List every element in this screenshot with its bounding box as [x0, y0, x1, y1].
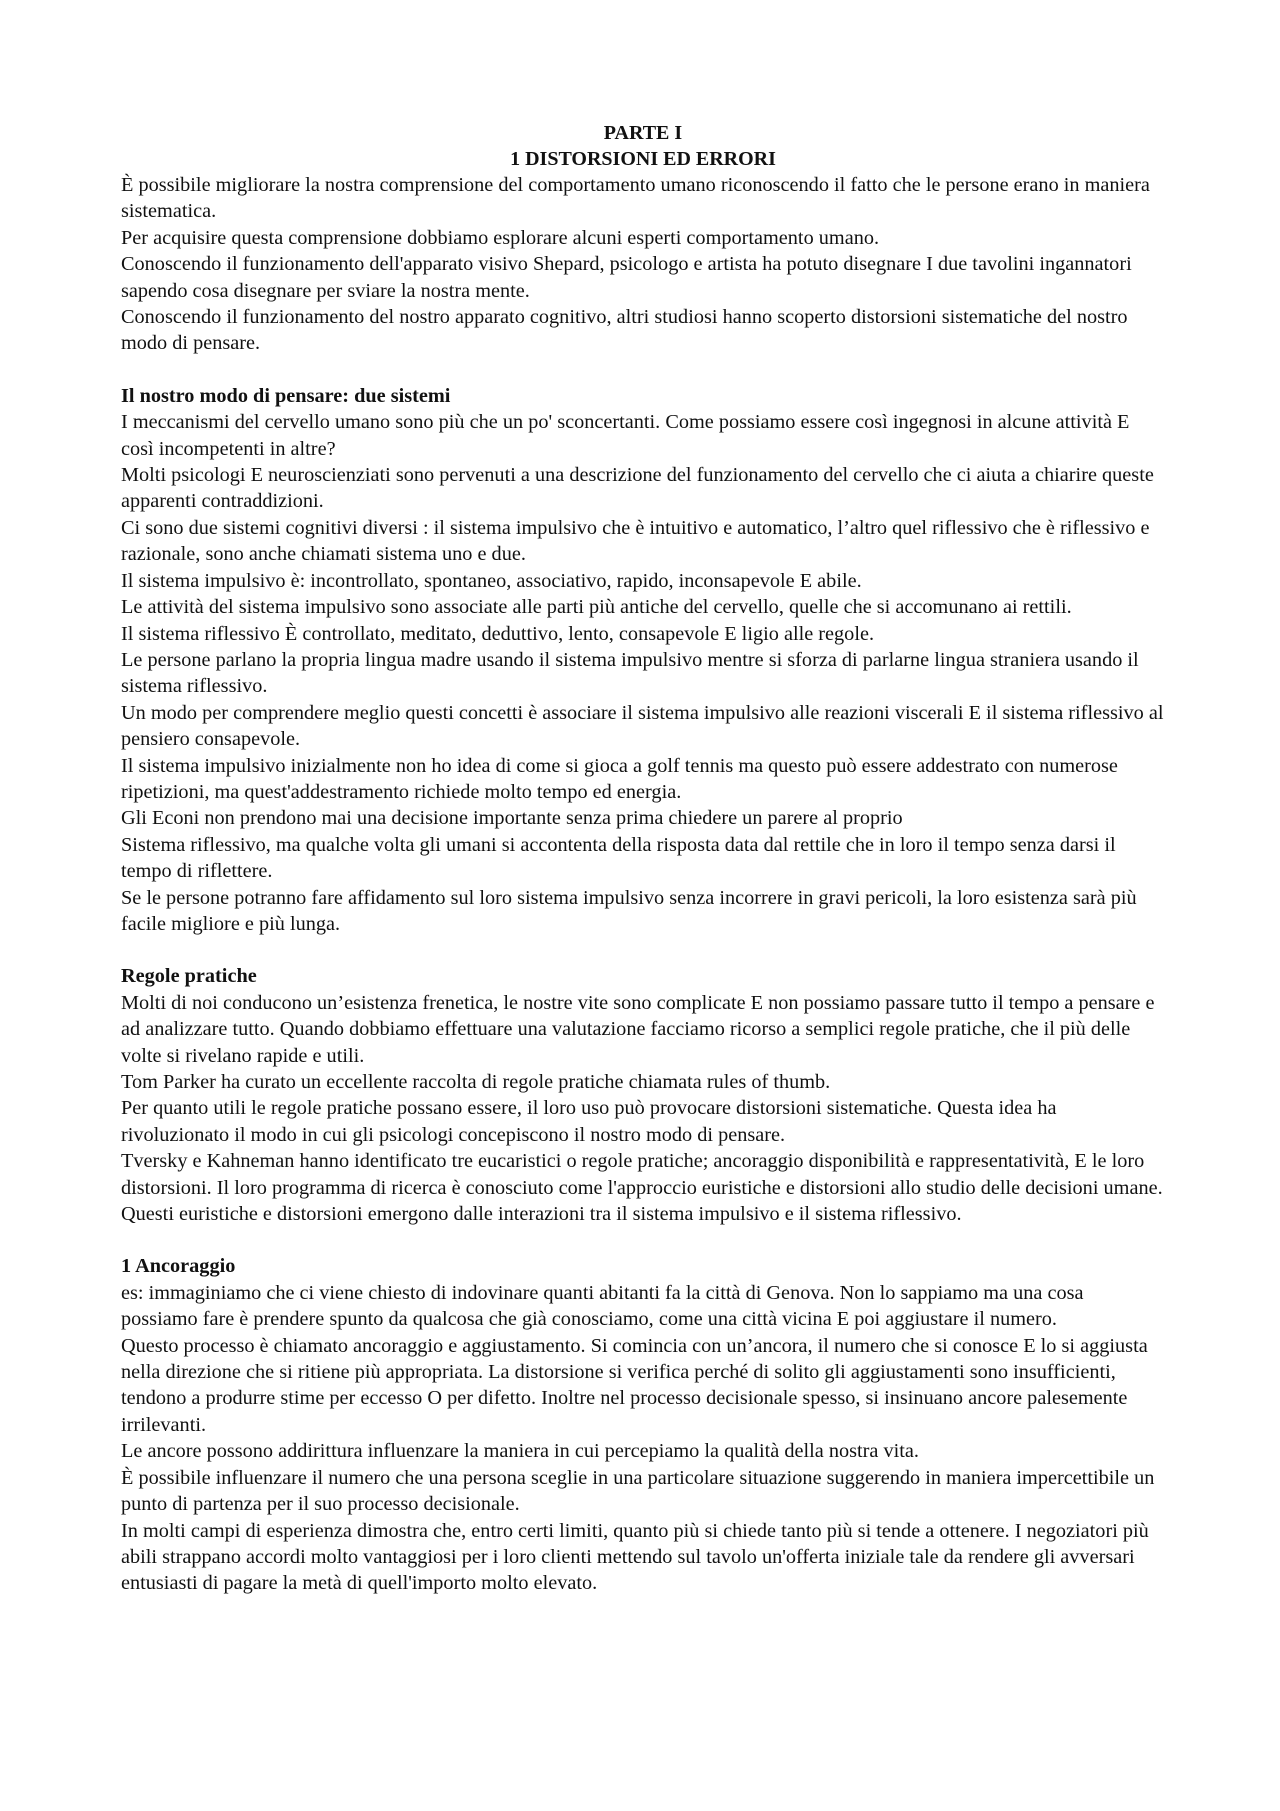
- paragraph: Sistema riflessivo, ma qualche volta gli umani si accontenta della risposta data dal rettile che in loro il tempo senza darsi il tempo di riflettere.: [121, 833, 1116, 883]
- section-title: 1 Ancoraggio: [121, 1255, 236, 1278]
- heading-block: [121, 120, 1165, 172]
- section-title: Il nostro modo di pensare: due sistemi: [121, 384, 451, 407]
- paragraph: Gli Econi non prendono mai una decisione importante senza prima chiedere un parere al proprio: [121, 807, 903, 830]
- paragraph: Tom Parker ha curato un eccellente raccolta di regole pratiche chiamata rules of thumb.: [121, 1071, 831, 1093]
- paragraph: Conoscendo il funzionamento dell'apparato visivo Shepard, psicologo e artista ha potuto disegnare I due tavolini ingannatori sapendo cosa disegnare per sviare la nostra mente.: [121, 253, 1132, 302]
- paragraph: Il sistema impulsivo inizialmente non ho idea di come si gioca a golf tennis ma questo può essere addestrato con numerose ripetizioni, ma quest'addestramento richiede molto tempo ed energia.: [121, 754, 1118, 803]
- paragraph: es: immaginiamo che ci viene chiesto di indovinare quanti abitanti fa la città di Genova. Non lo sappiamo ma una cosa possiamo fare è prendere spunto da qualcosa che già conosciamo, come una città vicina E poi aggiustare il numero.: [121, 1281, 1084, 1331]
- paragraph: Per quanto utili le regole pratiche possano essere, il loro uso può provocare distorsioni sistematiche. Questa idea ha rivoluzionato il modo in cui gli psicologi concepiscono il nostro modo di pensare.: [121, 1097, 1057, 1146]
- paragraph: Le persone parlano la propria lingua madre usando il sistema impulsivo mentre si sforza di parlarne lingua straniera usando il sistema riflessivo.: [121, 648, 1139, 698]
- paragraph: Conoscendo il funzionamento del nostro apparato cognitivo, altri studiosi hanno scoperto distorsioni sistematiche del nostro modo di pensare.: [121, 306, 1128, 355]
- section-ancoraggio: [121, 1253, 1165, 1596]
- section-due-sistemi: [121, 383, 1165, 938]
- paragraph: Se le persone potranno fare affidamento sul loro sistema impulsivo senza incorrere in gravi pericoli, la loro esistenza sarà più facile migliore e più lunga.: [121, 886, 1137, 935]
- paragraph: È possibile migliorare la nostra comprensione del comportamento umano riconoscendo il fatto che le persone erano in maniera sistematica.: [121, 174, 1150, 223]
- paragraph: Tversky e Kahneman hanno identificato tre eucaristici o regole pratiche; ancoraggio disponibilità e rappresentatività, E le loro distorsioni. Il loro programma di ricerca è conosciuto come l'approccio euristiche e distorsioni allo studio delle decisioni umane. Questi euristiche e distorsioni emergono dalle interazioni tra il sistema impulsivo e il sistema riflessivo.: [121, 1150, 1163, 1226]
- section-regole-pratiche: [121, 963, 1165, 1227]
- chapter-title: 1 DISTORSIONI ED ERRORI: [510, 148, 776, 170]
- paragraph: Un modo per comprendere meglio questi concetti è associare il sistema impulsivo alle reazioni viscerali E il sistema riflessivo al pensiero consapevole.: [121, 701, 1164, 751]
- part-title: PARTE I: [603, 122, 683, 144]
- paragraph: Molti di noi conducono un’esistenza frenetica, le nostre vite sono complicate E non possiamo passare tutto il tempo a pensare e ad analizzare tutto. Quando dobbiamo effettuare una valutazione facciamo ricorso a semplici regole pratiche, che il più delle volte si rivelano rapide e utili.: [121, 991, 1155, 1067]
- paragraph: Le attività del sistema impulsivo sono associate alle parti più antiche del cervello, quelle che si accomunano ai rettili.: [121, 596, 1072, 619]
- paragraph: Per acquisire questa comprensione dobbiamo esplorare alcuni esperti comportamento umano.: [121, 226, 880, 249]
- section-title: Regole pratiche: [121, 965, 257, 988]
- paragraph: Molti psicologi E neuroscienziati sono pervenuti a una descrizione del funzionamento del cervello che ci aiuta a chiarire queste apparenti contraddizioni.: [121, 464, 1154, 513]
- intro-block: [121, 172, 1165, 357]
- paragraph: In molti campi di esperienza dimostra che, entro certi limiti, quanto più si chiede tanto più si tende a ottenere. I negoziatori più abili strappano accordi molto vantaggiosi per i loro clienti mettendo sul tavolo un'offerta iniziale tale da rendere gli avversari entusiasti di pagare la metà di quell'importo molto elevato.: [121, 1519, 1149, 1595]
- paragraph: Le ancore possono addirittura influenzare la maniera in cui percepiamo la qualità della nostra vita.: [121, 1440, 919, 1463]
- paragraph: È possibile influenzare il numero che una persona sceglie in una particolare situazione suggerendo in maniera impercettibile un punto di partenza per il suo processo decisionale.: [121, 1466, 1155, 1516]
- paragraph: Il sistema riflessivo È controllato, meditato, deduttivo, lento, consapevole E ligio alle regole.: [121, 622, 875, 645]
- paragraph: I meccanismi del cervello umano sono più che un po' sconcertanti. Come possiamo essere così ingegnosi in alcune attività E così incompetenti in altre?: [121, 411, 1130, 460]
- paragraph: Il sistema impulsivo è: incontrollato, spontaneo, associativo, rapido, inconsapevole E abile.: [121, 569, 862, 592]
- paragraph: Ci sono due sistemi cognitivi diversi : il sistema impulsivo che è intuitivo e automatico, l’altro quel riflessivo che è riflessivo e razionale, sono anche chiamati sistema uno e due.: [121, 516, 1150, 566]
- paragraph: Questo processo è chiamato ancoraggio e aggiustamento. Si comincia con un’ancora, il numero che si conosce E lo si aggiusta nella direzione che si ritiene più appropriata. La distorsione si verifica perché di solito gli aggiustamenti sono insufficienti, tendono a produrre stime per eccesso O per difetto. Inoltre nel processo decisionale spesso, si insinuano ancore palesemente irrilevanti.: [121, 1334, 1148, 1436]
